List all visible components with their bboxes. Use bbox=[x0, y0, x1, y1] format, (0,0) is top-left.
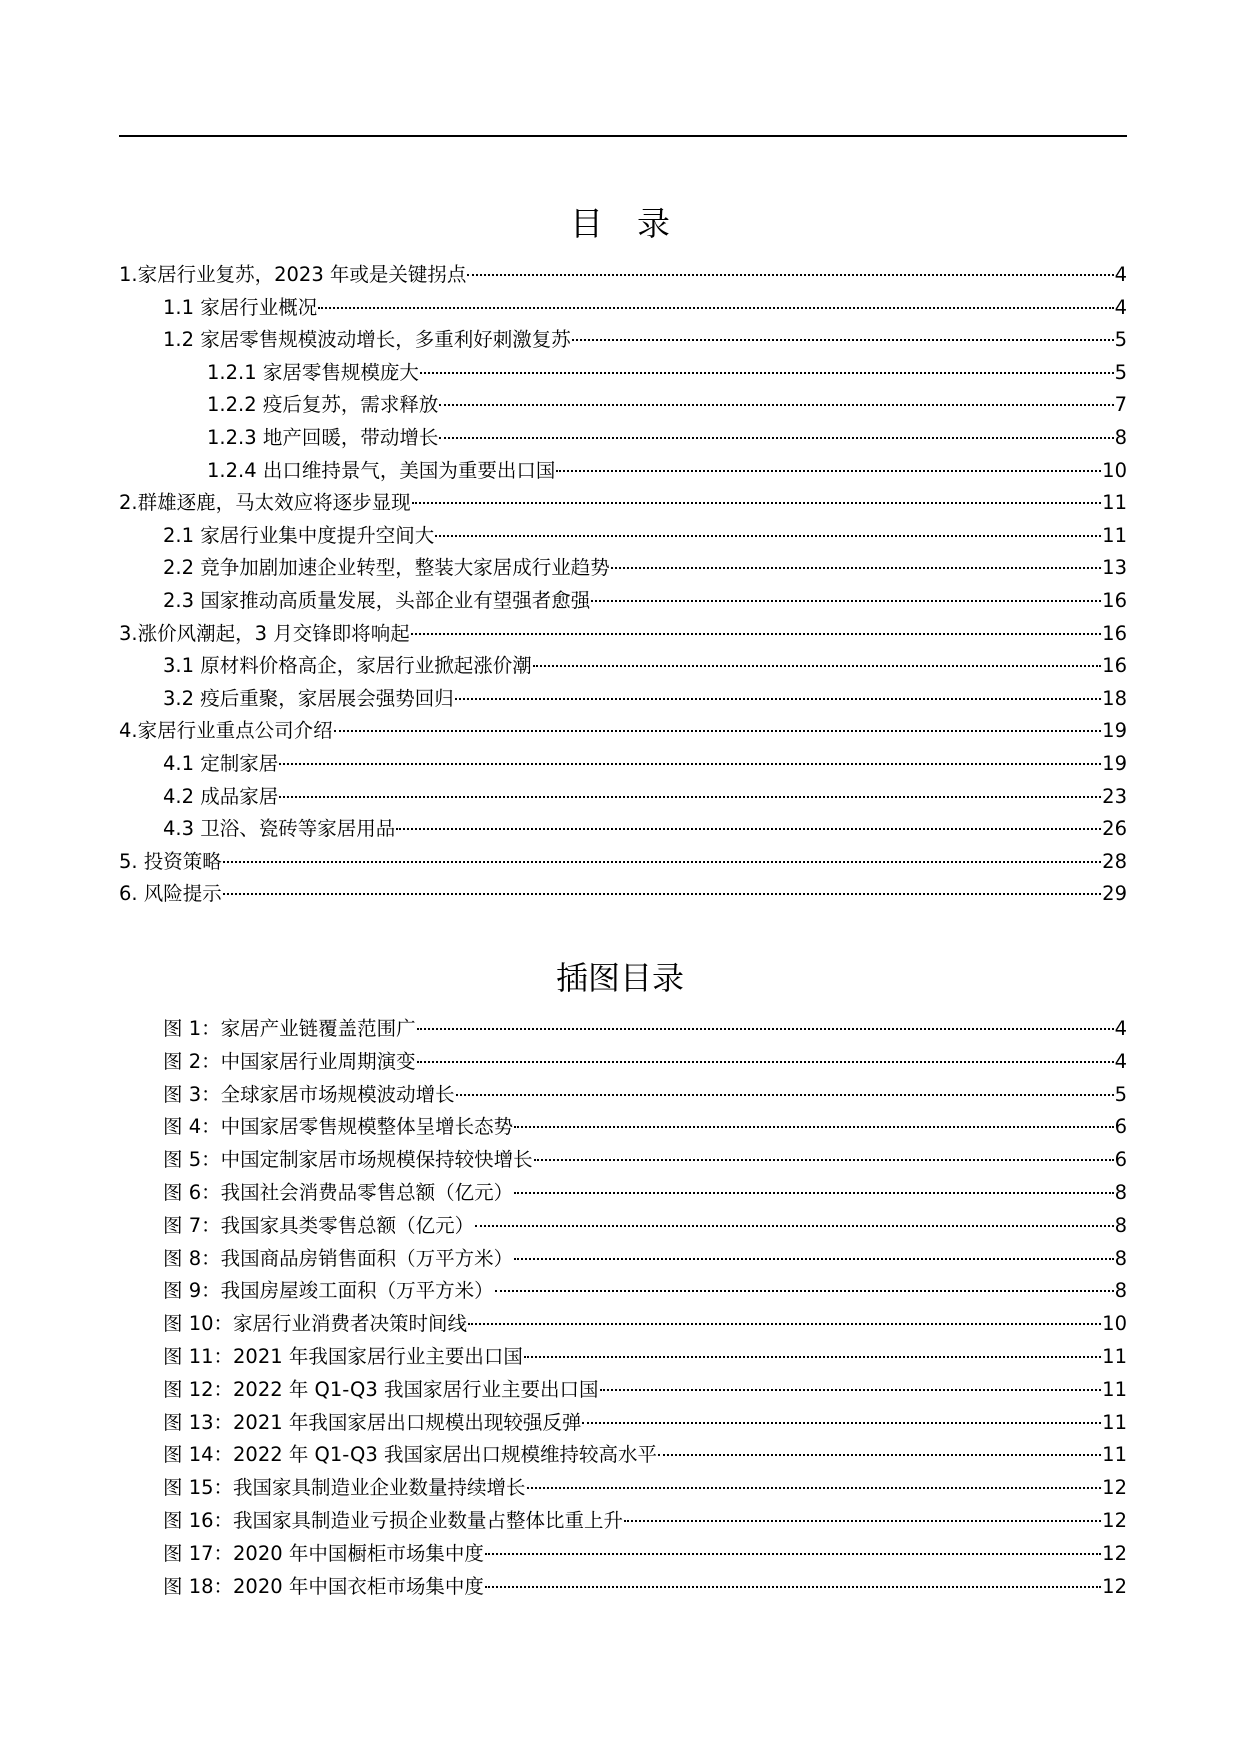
dot-leader bbox=[420, 372, 1114, 374]
figure-entry[interactable] bbox=[163, 1144, 1127, 1177]
dot-leader bbox=[435, 535, 1101, 537]
dot-leader bbox=[412, 502, 1102, 504]
entry-label: 4.1 定制家居 bbox=[163, 751, 279, 775]
dot-leader bbox=[572, 339, 1114, 341]
entry-page-number: 8 bbox=[1114, 1279, 1127, 1303]
entry-label: 图 3：全球家居市场规模波动增长 bbox=[163, 1082, 455, 1106]
entry-label: 1.1 家居行业概况 bbox=[163, 295, 318, 319]
entry-label: 1.2.1 家居零售规模庞大 bbox=[207, 360, 419, 384]
entry-label: 2.群雄逐鹿，马太效应将逐步显现 bbox=[119, 491, 411, 515]
entry-page-number: 26 bbox=[1102, 817, 1127, 841]
figure-entry[interactable] bbox=[163, 1505, 1127, 1538]
toc-entry[interactable] bbox=[119, 259, 1127, 292]
entry-label: 2.1 家居行业集中度提升空间大 bbox=[163, 523, 435, 547]
figure-entry[interactable] bbox=[163, 1275, 1127, 1308]
toc-entry[interactable] bbox=[163, 552, 1127, 585]
toc-list bbox=[0, 259, 1240, 911]
dot-leader bbox=[556, 470, 1101, 472]
dot-leader bbox=[485, 1553, 1101, 1555]
entry-label: 2.2 竞争加剧加速企业转型，整装大家居成行业趋势 bbox=[163, 556, 610, 580]
toc-entry[interactable] bbox=[119, 878, 1127, 911]
entry-page-number: 5 bbox=[1114, 360, 1127, 384]
entry-label: 图 14：2022 年 Q1-Q3 我国家居出口规模维持较高水平 bbox=[163, 1443, 657, 1467]
dot-leader bbox=[411, 633, 1101, 635]
figure-entry[interactable] bbox=[163, 1308, 1127, 1341]
entry-page-number: 5 bbox=[1114, 328, 1127, 352]
entry-page-number: 11 bbox=[1102, 1410, 1127, 1434]
toc-entry[interactable] bbox=[163, 650, 1127, 683]
entry-page-number: 6 bbox=[1114, 1148, 1127, 1172]
entry-label: 4.家居行业重点公司介绍 bbox=[119, 719, 333, 743]
entry-page-number: 18 bbox=[1102, 686, 1127, 710]
entry-page-number: 8 bbox=[1114, 425, 1127, 449]
entry-label: 5. 投资策略 bbox=[119, 849, 222, 873]
entry-label: 图 11：2021 年我国家居行业主要出口国 bbox=[163, 1344, 523, 1368]
figure-entry[interactable] bbox=[163, 1210, 1127, 1243]
figure-entry[interactable] bbox=[163, 1079, 1127, 1112]
dot-leader bbox=[591, 600, 1101, 602]
figure-entry[interactable] bbox=[163, 1013, 1127, 1046]
figure-entry[interactable] bbox=[163, 1439, 1127, 1472]
dot-leader bbox=[582, 1422, 1101, 1424]
entry-label: 图 12：2022 年 Q1-Q3 我国家居行业主要出口国 bbox=[163, 1377, 599, 1401]
entry-page-number: 12 bbox=[1102, 1508, 1127, 1532]
dot-leader bbox=[495, 1290, 1114, 1292]
dot-leader bbox=[475, 1225, 1113, 1227]
entry-page-number: 12 bbox=[1102, 1476, 1127, 1500]
toc-entry[interactable] bbox=[207, 389, 1127, 422]
entry-label: 图 7：我国家具类零售总额（亿元） bbox=[163, 1213, 475, 1237]
entry-label: 1.2.4 出口维持景气，美国为重要出口国 bbox=[207, 458, 556, 482]
entry-label: 图 16：我国家具制造业亏损企业数量占整体比重上升 bbox=[163, 1508, 624, 1532]
figure-list-title: 插图目录 bbox=[555, 959, 684, 997]
entry-label: 1.2.2 疫后复苏，需求释放 bbox=[207, 393, 439, 417]
figure-entry[interactable] bbox=[163, 1177, 1127, 1210]
entry-label: 2.3 国家推动高质量发展，头部企业有望强者愈强 bbox=[163, 588, 591, 612]
dot-leader bbox=[439, 404, 1113, 406]
entry-label: 1.家居行业复苏，2023 年或是关键拐点 bbox=[119, 263, 467, 286]
entry-page-number: 11 bbox=[1102, 1443, 1127, 1467]
dot-leader bbox=[485, 1586, 1101, 1588]
dot-leader bbox=[527, 1487, 1102, 1489]
dot-leader bbox=[318, 307, 1113, 309]
figure-entry[interactable] bbox=[163, 1407, 1127, 1440]
figure-entry[interactable] bbox=[163, 1571, 1127, 1604]
entry-page-number: 11 bbox=[1102, 523, 1127, 547]
entry-label: 3.2 疫后重聚，家居展会强势回归 bbox=[163, 686, 454, 710]
figure-entry[interactable] bbox=[163, 1472, 1127, 1505]
dot-leader bbox=[396, 828, 1101, 830]
entry-page-number: 16 bbox=[1102, 588, 1127, 612]
entry-page-number: 4 bbox=[1114, 295, 1127, 319]
dot-leader bbox=[534, 1159, 1114, 1161]
entry-label: 1.2 家居零售规模波动增长，多重利好刺激复苏 bbox=[163, 328, 571, 352]
toc-entry[interactable] bbox=[163, 683, 1127, 716]
entry-page-number: 19 bbox=[1102, 751, 1127, 775]
toc-entry[interactable] bbox=[207, 357, 1127, 390]
entry-page-number: 4 bbox=[1114, 263, 1127, 286]
entry-page-number: 10 bbox=[1102, 1312, 1127, 1336]
entry-label: 图 4：中国家居零售规模整体呈增长态势 bbox=[163, 1115, 514, 1139]
dot-leader bbox=[417, 1028, 1114, 1030]
entry-page-number: 4 bbox=[1114, 1049, 1127, 1073]
entry-page-number: 28 bbox=[1102, 849, 1127, 873]
toc-entry[interactable] bbox=[163, 813, 1127, 846]
entry-page-number: 8 bbox=[1114, 1246, 1127, 1270]
figure-entry[interactable] bbox=[163, 1341, 1127, 1374]
entry-label: 图 10：家居行业消费者决策时间线 bbox=[163, 1312, 468, 1336]
entry-page-number: 8 bbox=[1114, 1213, 1127, 1237]
entry-label: 3.1 原材料价格高企，家居行业掀起涨价潮 bbox=[163, 654, 532, 678]
entry-page-number: 11 bbox=[1102, 1377, 1127, 1401]
entry-page-number: 29 bbox=[1102, 882, 1127, 906]
entry-label: 图 18：2020 年中国衣柜市场集中度 bbox=[163, 1574, 484, 1598]
dot-leader bbox=[533, 665, 1101, 667]
entry-page-number: 4 bbox=[1114, 1017, 1127, 1040]
entry-label: 4.3 卫浴、瓷砖等家居用品 bbox=[163, 817, 396, 841]
figure-entry[interactable] bbox=[163, 1374, 1127, 1407]
entry-page-number: 11 bbox=[1102, 491, 1127, 515]
toc-entry[interactable] bbox=[207, 455, 1127, 488]
entry-page-number: 10 bbox=[1102, 458, 1127, 482]
dot-leader bbox=[514, 1126, 1113, 1128]
entry-page-number: 12 bbox=[1102, 1541, 1127, 1565]
dot-leader bbox=[524, 1356, 1101, 1358]
toc-entry[interactable] bbox=[163, 324, 1127, 357]
dot-leader bbox=[658, 1454, 1101, 1456]
entry-page-number: 16 bbox=[1102, 621, 1127, 645]
toc-entry[interactable] bbox=[163, 781, 1127, 814]
toc-entry[interactable] bbox=[163, 520, 1127, 553]
entry-page-number: 5 bbox=[1114, 1082, 1127, 1106]
entry-label: 图 2：中国家居行业周期演变 bbox=[163, 1049, 416, 1073]
dot-leader bbox=[417, 1061, 1114, 1063]
dot-leader bbox=[468, 1323, 1101, 1325]
entry-page-number: 23 bbox=[1102, 784, 1127, 808]
dot-leader bbox=[279, 763, 1101, 765]
entry-label: 图 9：我国房屋竣工面积（万平方米） bbox=[163, 1279, 494, 1303]
dot-leader bbox=[467, 274, 1113, 276]
dot-leader bbox=[279, 796, 1101, 798]
dot-leader bbox=[624, 1520, 1101, 1522]
entry-label: 图 17：2020 年中国橱柜市场集中度 bbox=[163, 1541, 484, 1565]
dot-leader bbox=[514, 1192, 1113, 1194]
dot-leader bbox=[439, 437, 1113, 439]
dot-leader bbox=[514, 1258, 1113, 1260]
entry-label: 图 15：我国家具制造业企业数量持续增长 bbox=[163, 1476, 526, 1500]
toc-entry[interactable] bbox=[119, 618, 1127, 651]
entry-label: 4.2 成品家居 bbox=[163, 784, 279, 808]
dot-leader bbox=[600, 1389, 1102, 1391]
figure-entry[interactable] bbox=[163, 1046, 1127, 1079]
toc-entry[interactable] bbox=[207, 422, 1127, 455]
toc-entry[interactable] bbox=[119, 487, 1127, 520]
entry-page-number: 13 bbox=[1102, 556, 1127, 580]
entry-label: 图 5：中国定制家居市场规模保持较快增长 bbox=[163, 1148, 533, 1172]
entry-page-number: 7 bbox=[1114, 393, 1127, 417]
toc-title-part2: 录 bbox=[637, 204, 670, 243]
toc-entry[interactable] bbox=[119, 846, 1127, 879]
figure-entry[interactable] bbox=[163, 1111, 1127, 1144]
dot-leader bbox=[223, 893, 1101, 895]
dot-leader bbox=[334, 730, 1102, 732]
entry-label: 3.涨价风潮起，3 月交锋即将响起 bbox=[119, 621, 410, 645]
entry-page-number: 11 bbox=[1102, 1344, 1127, 1368]
dot-leader bbox=[455, 698, 1101, 700]
entry-page-number: 19 bbox=[1102, 719, 1127, 743]
entry-label: 6. 风险提示 bbox=[119, 882, 222, 906]
toc-entry[interactable] bbox=[163, 585, 1127, 618]
toc-entry[interactable] bbox=[163, 292, 1127, 325]
dot-leader bbox=[611, 567, 1101, 569]
figure-list bbox=[0, 1013, 1240, 1603]
entry-page-number: 16 bbox=[1102, 654, 1127, 678]
figure-entry[interactable] bbox=[163, 1243, 1127, 1276]
entry-label: 1.2.3 地产回暖，带动增长 bbox=[207, 425, 439, 449]
toc-entry[interactable] bbox=[119, 715, 1127, 748]
figure-entry[interactable] bbox=[163, 1538, 1127, 1571]
entry-page-number: 8 bbox=[1114, 1180, 1127, 1204]
entry-label: 图 6：我国社会消费品零售总额（亿元） bbox=[163, 1180, 514, 1204]
toc-title bbox=[0, 204, 1240, 244]
entry-label: 图 1：家居产业链覆盖范围广 bbox=[163, 1017, 416, 1040]
toc-entry[interactable] bbox=[163, 748, 1127, 781]
header-rule bbox=[119, 135, 1127, 137]
entry-page-number: 6 bbox=[1114, 1115, 1127, 1139]
entry-label: 图 8：我国商品房销售面积（万平方米） bbox=[163, 1246, 514, 1270]
toc-title-part1: 目 bbox=[570, 204, 603, 243]
dot-leader bbox=[456, 1094, 1114, 1096]
dot-leader bbox=[223, 861, 1101, 863]
entry-page-number: 12 bbox=[1102, 1574, 1127, 1598]
entry-label: 图 13：2021 年我国家居出口规模出现较强反弹 bbox=[163, 1410, 582, 1434]
